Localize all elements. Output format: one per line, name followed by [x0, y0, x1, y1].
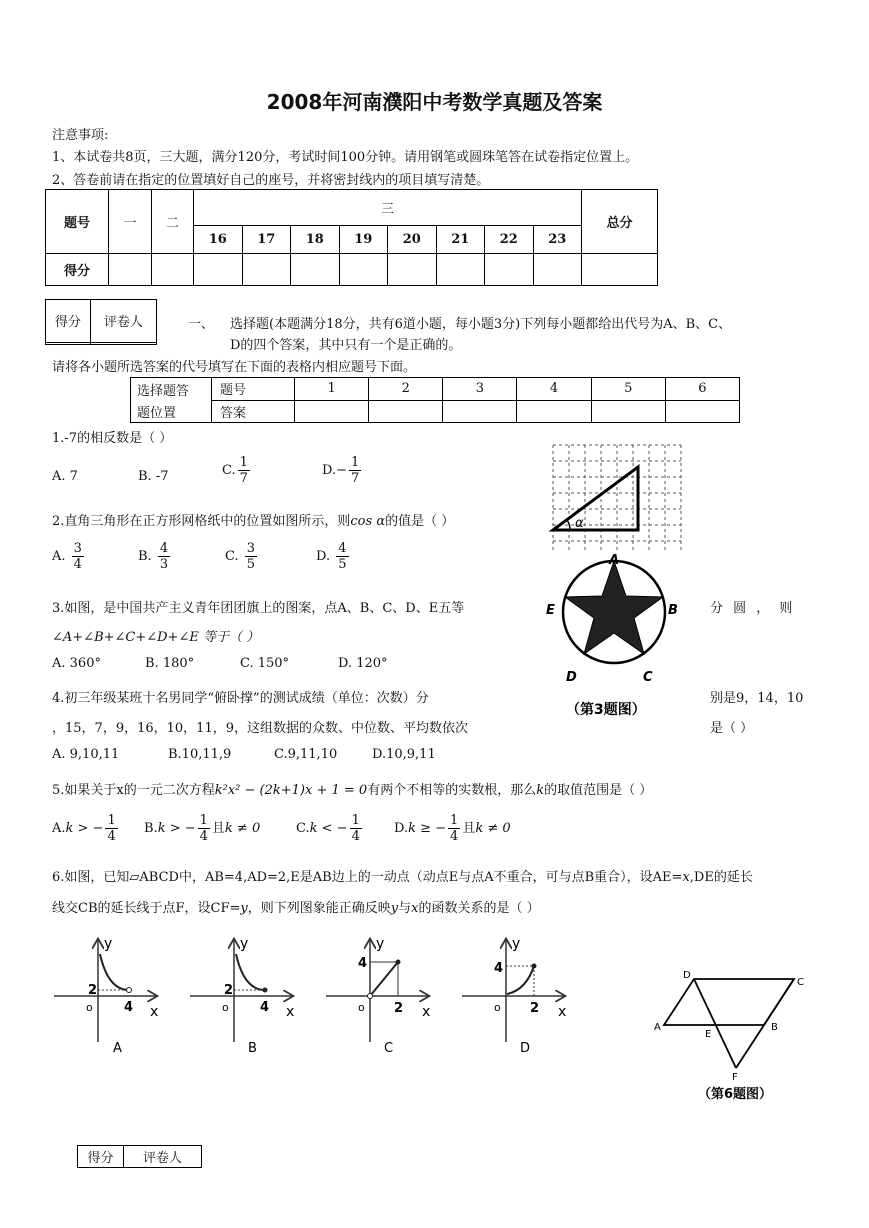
section1-line3: 请将各小题所选答案的代号填写在下面的表格内相应题号下面。 [52, 360, 417, 375]
answer-cell[interactable] [295, 400, 369, 423]
page-title: 2008年河南濮阳中考数学真题及答案 [266, 90, 603, 114]
star-label-d: D [566, 670, 577, 685]
bottom-grader-label: 评卷人 [124, 1146, 202, 1168]
score-cell[interactable] [152, 254, 194, 286]
svg-text:o: o [86, 1001, 93, 1014]
q2-grid-figure [548, 440, 688, 552]
q4-option-d: D.10,9,11 [372, 747, 436, 762]
bottom-score-label: 得分 [78, 1146, 124, 1168]
answer-cell[interactable] [517, 400, 591, 423]
q4-option-a: A. 9,10,11 [52, 747, 120, 762]
score-table-col-one: 一 [109, 190, 152, 254]
right-triangle [553, 467, 638, 530]
q5-text: 5.如果关于x的一元二次方程k²x² − (2k+1)x + 1 = 0有两个不相等的实数根，那么k的取值范围是（ ） [52, 783, 653, 798]
svg-text:C: C [797, 977, 804, 988]
q6-line2: 线交CB的延长线于点F，设CF=y，则下列图象能正确反映y与x的函数关系的是（ ） [52, 901, 540, 916]
score-table-col-two: 二 [152, 190, 194, 254]
svg-text:2: 2 [224, 983, 234, 998]
svg-text:4: 4 [124, 1000, 134, 1015]
q3-option-a: A. 360° [52, 656, 101, 671]
score-cell[interactable] [242, 254, 291, 286]
section1-line1: 选择题(本题满分18分，共有6道小题，每小题3分)下列每小题都给出代号为A、B、C、 [230, 317, 732, 332]
answer-table-label1: 选择题答 [131, 378, 212, 401]
graph-c [326, 936, 430, 1056]
score-table-subcol: 22 [485, 226, 534, 254]
graph-d [462, 936, 566, 1056]
answer-table-row1-label: 题号 [212, 378, 295, 401]
svg-text:4: 4 [494, 961, 504, 976]
answer-table-num: 3 [443, 378, 517, 401]
svg-text:y: y [240, 936, 249, 952]
q4-line2a: ，15，7，9，16，10，11，9，这组数据的众数、中位数、平均数依次 [52, 721, 468, 736]
q4-line1a: 4.初三年级某班十名男同学“俯卧撑”的测试成绩（单位：次数）分 [52, 691, 429, 706]
score-table-subcol: 20 [388, 226, 437, 254]
q4-option-b: B.10,11,9 [168, 747, 232, 762]
score-cell[interactable] [339, 254, 388, 286]
notice-heading: 注意事项: [52, 128, 109, 143]
score-table [45, 189, 658, 286]
star-label-b: B [668, 603, 678, 618]
svg-text:x: x [558, 1004, 567, 1020]
svg-text:4: 4 [260, 1000, 270, 1015]
graph-label-a: A [113, 1041, 122, 1056]
score-cell[interactable] [291, 254, 340, 286]
score-table-subcol: 17 [242, 226, 291, 254]
q1-text: 1.-7的相反数是（ ） [52, 431, 173, 446]
answer-cell[interactable] [665, 400, 739, 423]
graph-label-c: C [384, 1041, 394, 1056]
svg-text:F: F [732, 1072, 738, 1083]
graph-a [54, 936, 158, 1056]
score-cell[interactable] [194, 254, 243, 286]
svg-text:o: o [222, 1001, 229, 1014]
q1-option-d: D.− $\frac{1}{7}$ [322, 455, 360, 486]
answer-cell[interactable] [369, 400, 443, 423]
answer-table-num: 1 [295, 378, 369, 401]
svg-text:o: o [358, 1001, 365, 1014]
q3-option-b: B. 180° [145, 656, 195, 671]
answer-table [130, 377, 740, 423]
svg-text:4: 4 [358, 956, 368, 971]
star-label-e: E [546, 603, 555, 618]
answer-table-label2: 题位置 [131, 400, 212, 423]
answer-table-num: 5 [591, 378, 665, 401]
answer-cell[interactable] [443, 400, 517, 423]
score-table-header-label: 题号 [46, 190, 109, 254]
q2-text: 2.直角三角形在正方形网格纸中的位置如图所示，则cos α的值是（ ） [52, 514, 455, 529]
svg-text:E: E [705, 1029, 712, 1040]
star-label-c: C [643, 670, 653, 685]
score-table-col-three: 三 [194, 190, 582, 226]
q5-option-c: C.k < − $\frac{1}{4}$ [296, 813, 360, 844]
svg-text:y: y [512, 936, 521, 952]
q4-option-c: C.9,11,10 [274, 747, 338, 762]
score-cell[interactable] [533, 254, 582, 286]
star-label-a: A [609, 554, 620, 568]
answer-table-row2-label: 答案 [212, 400, 295, 423]
score-table-total: 总分 [582, 190, 658, 254]
score-cell[interactable] [582, 254, 658, 286]
score-table-subcol: 16 [194, 226, 243, 254]
score-table-subcol: 21 [436, 226, 485, 254]
score-table-subcol: 18 [291, 226, 340, 254]
q3-line1a: 3.如图，是中国共产主义青年团团旗上的图案，点A、B、C、D、E五等 [52, 601, 465, 616]
score-cell[interactable] [388, 254, 437, 286]
q3-star-figure [540, 554, 690, 724]
q6-line1: 6.如图，已知▱ABCD中，AB=4,AD=2,E是AB边上的一动点（动点E与点A不重合，可与点B重合），设AE=x,DE的延长 [52, 870, 753, 885]
q1-option-b: B. -7 [138, 469, 169, 484]
q2-option-a: A. $\frac{3}{4}$ [52, 541, 82, 572]
q3-option-d: D. 120° [338, 656, 388, 671]
section1-line2: D的四个答案，其中只有一个是正确的。 [230, 338, 462, 353]
notice-item-1: 1、本试卷共8页，三大题，满分120分，考试时间100分钟。请用钢笔或圆珠笔答在试卷指定位置上。 [52, 150, 639, 165]
q2-option-d: D. $\frac{4}{5}$ [316, 541, 347, 572]
notice-item-2: 2、答卷前请在指定的位置填好自己的座号，并将密封线内的项目填写清楚。 [52, 173, 490, 188]
score-table-row-label: 得分 [46, 254, 109, 286]
alpha-label: α [575, 516, 584, 531]
answer-cell[interactable] [591, 400, 665, 423]
q6-caption: （第6题图） [698, 1087, 773, 1102]
svg-text:o: o [494, 1001, 501, 1014]
svg-text:D: D [683, 970, 691, 981]
q6-parallelogram-figure [650, 962, 815, 1104]
answer-table-num: 4 [517, 378, 591, 401]
q5-option-a: A.k > − $\frac{1}{4}$ [52, 813, 116, 844]
q3-line1b: 分 圆 ， 则 [710, 601, 793, 616]
q2-option-c: C. $\frac{3}{5}$ [225, 541, 256, 572]
grader-name-cell[interactable] [90, 342, 156, 344]
grader-box [45, 299, 157, 345]
svg-text:x: x [150, 1004, 159, 1020]
q4-line2b: 是（ ） [710, 721, 754, 736]
svg-text:2: 2 [394, 1001, 404, 1016]
q1-option-c: C. $\frac{1}{7}$ [222, 455, 248, 486]
graph-label-d: D [520, 1041, 531, 1056]
svg-text:2: 2 [88, 983, 98, 998]
svg-text:x: x [286, 1004, 295, 1020]
score-table-subcol: 23 [533, 226, 582, 254]
svg-text:x: x [422, 1004, 431, 1020]
svg-text:y: y [104, 936, 113, 952]
svg-text:B: B [771, 1022, 778, 1033]
svg-text:y: y [376, 936, 385, 952]
graph-b [190, 936, 294, 1056]
parallelogram [664, 979, 794, 1025]
q5-option-d: D.k ≥ − $\frac{1}{4}$ 且k ≠ 0 [394, 813, 511, 844]
q3-line2: ∠A+∠B+∠C+∠D+∠E 等于（ ） [52, 630, 260, 645]
q5-option-b: B.k > − $\frac{1}{4}$ 且k ≠ 0 [144, 813, 261, 844]
svg-text:2: 2 [530, 1001, 540, 1016]
score-cell[interactable] [436, 254, 485, 286]
svg-text:A: A [654, 1022, 661, 1033]
score-cell[interactable] [485, 254, 534, 286]
answer-table-num: 2 [369, 378, 443, 401]
graph-label-b: B [248, 1041, 257, 1056]
grader-score-cell[interactable] [46, 342, 91, 344]
section1-number: 一、 [188, 317, 215, 332]
answer-table-num: 6 [665, 378, 739, 401]
q6-graphs [50, 932, 610, 1062]
q1-option-a: A. 7 [52, 469, 78, 484]
bottom-grader-box [77, 1145, 202, 1168]
score-cell[interactable] [109, 254, 152, 286]
score-table-subcol: 19 [339, 226, 388, 254]
grader-name-label: 评卷人 [90, 300, 156, 343]
grader-score-label: 得分 [46, 300, 91, 343]
q2-option-b: B. $\frac{4}{3}$ [138, 541, 169, 572]
q4-line1b: 别是9，14，10 [710, 691, 804, 706]
q3-caption: （第3题图） [566, 702, 646, 718]
q3-option-c: C. 150° [240, 656, 290, 671]
